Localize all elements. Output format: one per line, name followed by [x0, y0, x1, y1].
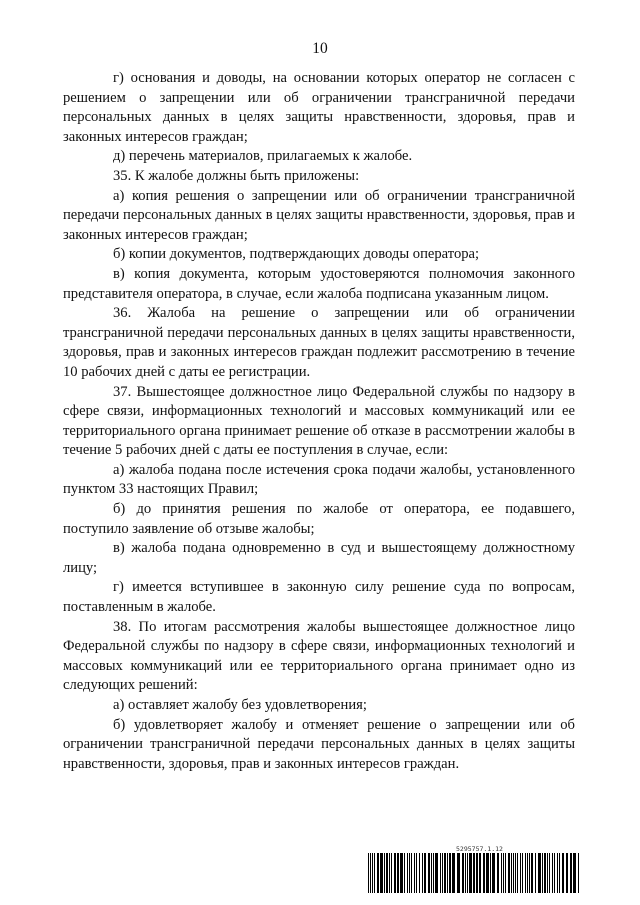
paragraph: 37. Вышестоящее должностное лицо Федеральной службы по надзору в сфере связи, информационных технологий и массовых коммуникаций или ее территориального органа принимает решение об отказе в рассмотрении жалобы в течение 5 рабочих дней с даты ее поступления в случае, если: [63, 383, 575, 459]
paragraph: в) жалоба подана одновременно в суд и вышестоящему должностному лицу; [63, 540, 575, 576]
paragraph: г) имеется вступившее в законную силу решение суда по вопросам, поставленным в жалобе. [63, 579, 575, 616]
paragraph: в) копия документа, которым удостоверяются полномочия законного представителя оператора, в случае, если жалоба подписана указанным лицом. [63, 265, 575, 302]
paragraph: а) копия решения о запрещении или об ограничении трансграничной передачи персональных данных в целях защиты нравственности, здоровья, прав и законных интересов граждан; [63, 187, 575, 243]
barcode-icon [368, 853, 580, 893]
paragraph: а) жалоба подана после истечения срока подачи жалобы, установленного пунктом 33 настоящих Правил; [63, 461, 575, 498]
paragraph: б) удовлетворяет жалобу и отменяет решение о запрещении или об ограничении трансграничной передачи персональных данных в целях защиты нравственности, здоровья, прав и законных интересов граждан. [63, 716, 575, 772]
page-number: 10 [312, 40, 328, 57]
paragraph: а) оставляет жалобу без удовлетворения; [113, 697, 367, 713]
barcode-block [368, 845, 580, 893]
paragraph: 35. К жалобе должны быть приложены: [113, 167, 360, 184]
document-body [63, 69, 575, 774]
paragraph: 38. По итогам рассмотрения жалобы вышестоящее должностное лицо Федеральной службы по надзору в сфере связи, информационных технологий и массовых коммуникаций или ее территориального органа принимает одно из следующих решений: [63, 618, 575, 694]
paragraph: 36. Жалоба на решение о запрещении или об ограничении трансграничной передачи персональных данных в целях защиты нравственности, здоровья, прав и законных интересов граждан подлежит рассмотрению в течение 10 рабочих дней с даты ее регистрации. [63, 305, 575, 380]
paragraph: б) до принятия решения по жалобе от оператора, ее подавшего, поступило заявление об отзыве жалобы; [63, 501, 575, 537]
paragraph: б) копии документов, подтверждающих доводы оператора; [113, 246, 480, 263]
paragraph: д) перечень материалов, прилагаемых к жалобе. [113, 148, 413, 165]
barcode-code: 5295757.1.12 [456, 845, 503, 853]
paragraph: г) основания и доводы, на основании которых оператор не согласен с решением о запрещении или об ограничении трансграничной передачи персональных данных в целях защиты нравственности, здоровья, прав и законных интересов граждан; [63, 70, 575, 145]
